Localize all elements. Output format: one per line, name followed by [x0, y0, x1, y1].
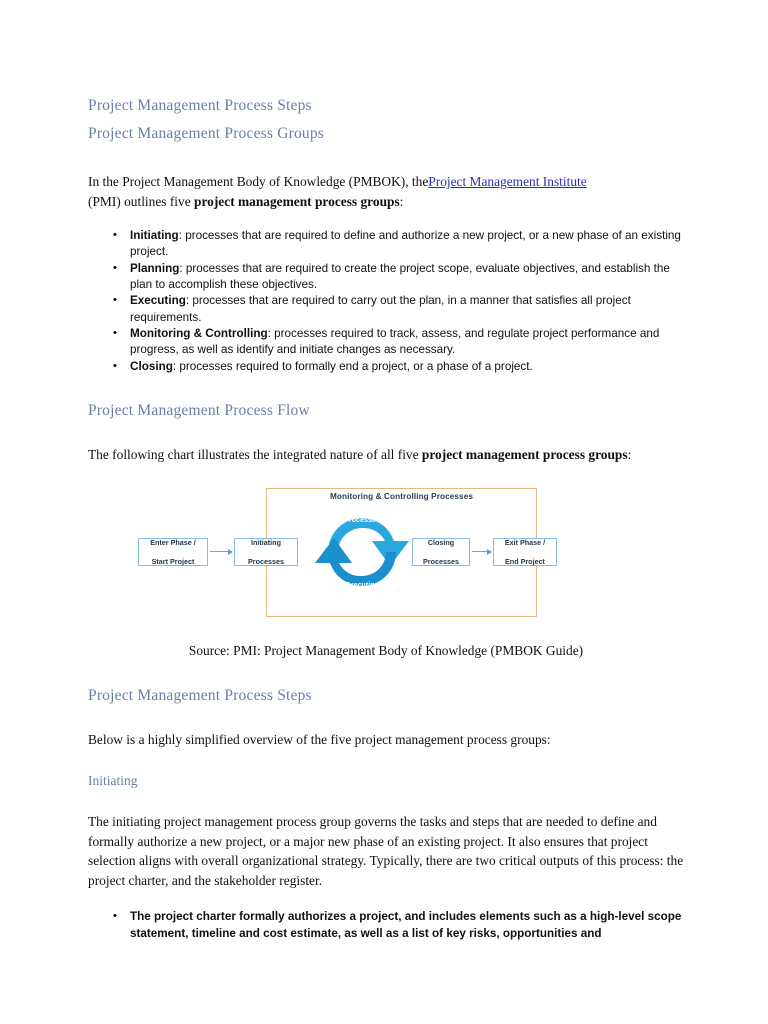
flow-intro-bold: project management process groups — [421, 446, 628, 462]
box-initiating-processes — [234, 538, 298, 566]
process-group-term: Monitoring & Controlling — [130, 326, 268, 340]
flow-intro-colon: : — [627, 446, 632, 462]
list-item — [88, 293, 684, 326]
source-caption: Source: PMI: Project Management Body of Knowledge (PMBOK Guide) — [188, 643, 584, 659]
box-initiating-line2: Processes — [248, 557, 284, 567]
list-item — [88, 359, 684, 375]
process-group-term: Closing — [130, 359, 173, 373]
initiating-bullet-text: The project charter formally authorizes a project, and includes elements such as a high-level scope statement, timeline and cost estimate, as well as a list of key risks, opportunities and — [130, 910, 682, 940]
process-group-definition: : processes that are required to carry out the plan, in a manner that satisfies all project requirements. — [130, 294, 631, 324]
process-group-definition: : processes that are required to create the project scope, evaluate objectives, and establish the plan to accomplish these objectives. — [130, 261, 670, 292]
process-groups-list — [88, 228, 684, 375]
cycle-arrows-svg — [306, 496, 418, 608]
box-closing-line2: Processes — [423, 557, 459, 567]
planning-line1: Planning — [346, 508, 378, 516]
process-flow-diagram — [88, 482, 684, 632]
process-group-term: Planning — [130, 261, 180, 275]
box-exit-line2: End Project — [505, 557, 545, 567]
section-heading-process-steps: Project Management Process Steps — [88, 687, 312, 705]
executing-line1: Executing — [344, 582, 380, 590]
steps-intro-paragraph: Below is a highly simplified overview of the five project management process groups: — [88, 732, 551, 748]
planning-line2: Processes — [344, 516, 380, 524]
process-group-definition: : processes that are required to define and authorize a new project, or a new phase of an existing project. — [130, 229, 681, 259]
pmi-link[interactable]: Project Management Institute — [428, 174, 587, 189]
box-closing-line1: Closing — [427, 538, 455, 548]
process-group-definition: : processes required to track, assess, and regulate project performance and progress, as well as identify and initiate changes as necessary. — [130, 326, 660, 357]
initiating-bullets-list — [88, 909, 684, 942]
document-content — [88, 94, 684, 942]
list-item — [88, 909, 684, 942]
page-title: Project Management Process Steps — [88, 97, 312, 114]
diagram-canvas — [138, 482, 546, 630]
intro-paragraph — [88, 172, 684, 211]
box-enter-line1: Enter Phase / — [150, 538, 196, 548]
arrow-closing-to-exit — [472, 551, 491, 552]
section-heading-process-flow: Project Management Process Flow — [88, 401, 310, 419]
initiating-paragraph: The initiating project management process group governs the tasks and steps that are needed to define and formally authorize a new project, or a major new phase of an existing project. It also ensures that project selection aligns with overall organizational strategy. Typically, there are two critical outputs of this process: the project charter, and the stakeholder register. — [88, 814, 684, 888]
list-item — [88, 261, 684, 294]
box-closing-processes — [412, 538, 470, 566]
process-group-term: Executing — [130, 294, 186, 308]
arrow-enter-to-initiating — [210, 551, 232, 552]
subheading-initiating: Initiating — [88, 773, 138, 789]
box-enter-phase — [138, 538, 208, 566]
executing-line2: Processes — [344, 590, 380, 598]
flow-intro-paragraph — [88, 445, 684, 465]
box-initiating-line1: Initiating — [251, 538, 281, 548]
flow-intro-text: The following chart illustrates the integrated nature of all five — [88, 446, 422, 462]
list-item — [88, 228, 684, 261]
box-enter-line2: Start Project — [151, 557, 195, 567]
list-item — [88, 326, 684, 359]
frame-title-label: Monitoring & Controlling Processes — [329, 492, 474, 502]
intro-bold-phrase: project management process groups — [194, 193, 400, 209]
process-group-term: Initiating — [130, 229, 179, 243]
section-heading-process-groups: Project Management Process Groups — [88, 125, 325, 142]
intro-text-before-link: In the Project Management Body of Knowledge (PMBOK), the — [88, 174, 429, 189]
box-exit-phase — [493, 538, 557, 566]
process-group-definition: : processes required to formally end a project, or a phase of a project. — [172, 359, 533, 373]
box-exit-line1: Exit Phase / — [504, 538, 546, 548]
intro-text-after-link: (PMI) outlines five — [88, 193, 194, 209]
intro-text-colon: : — [399, 193, 404, 209]
planning-executing-cycle — [306, 496, 418, 608]
